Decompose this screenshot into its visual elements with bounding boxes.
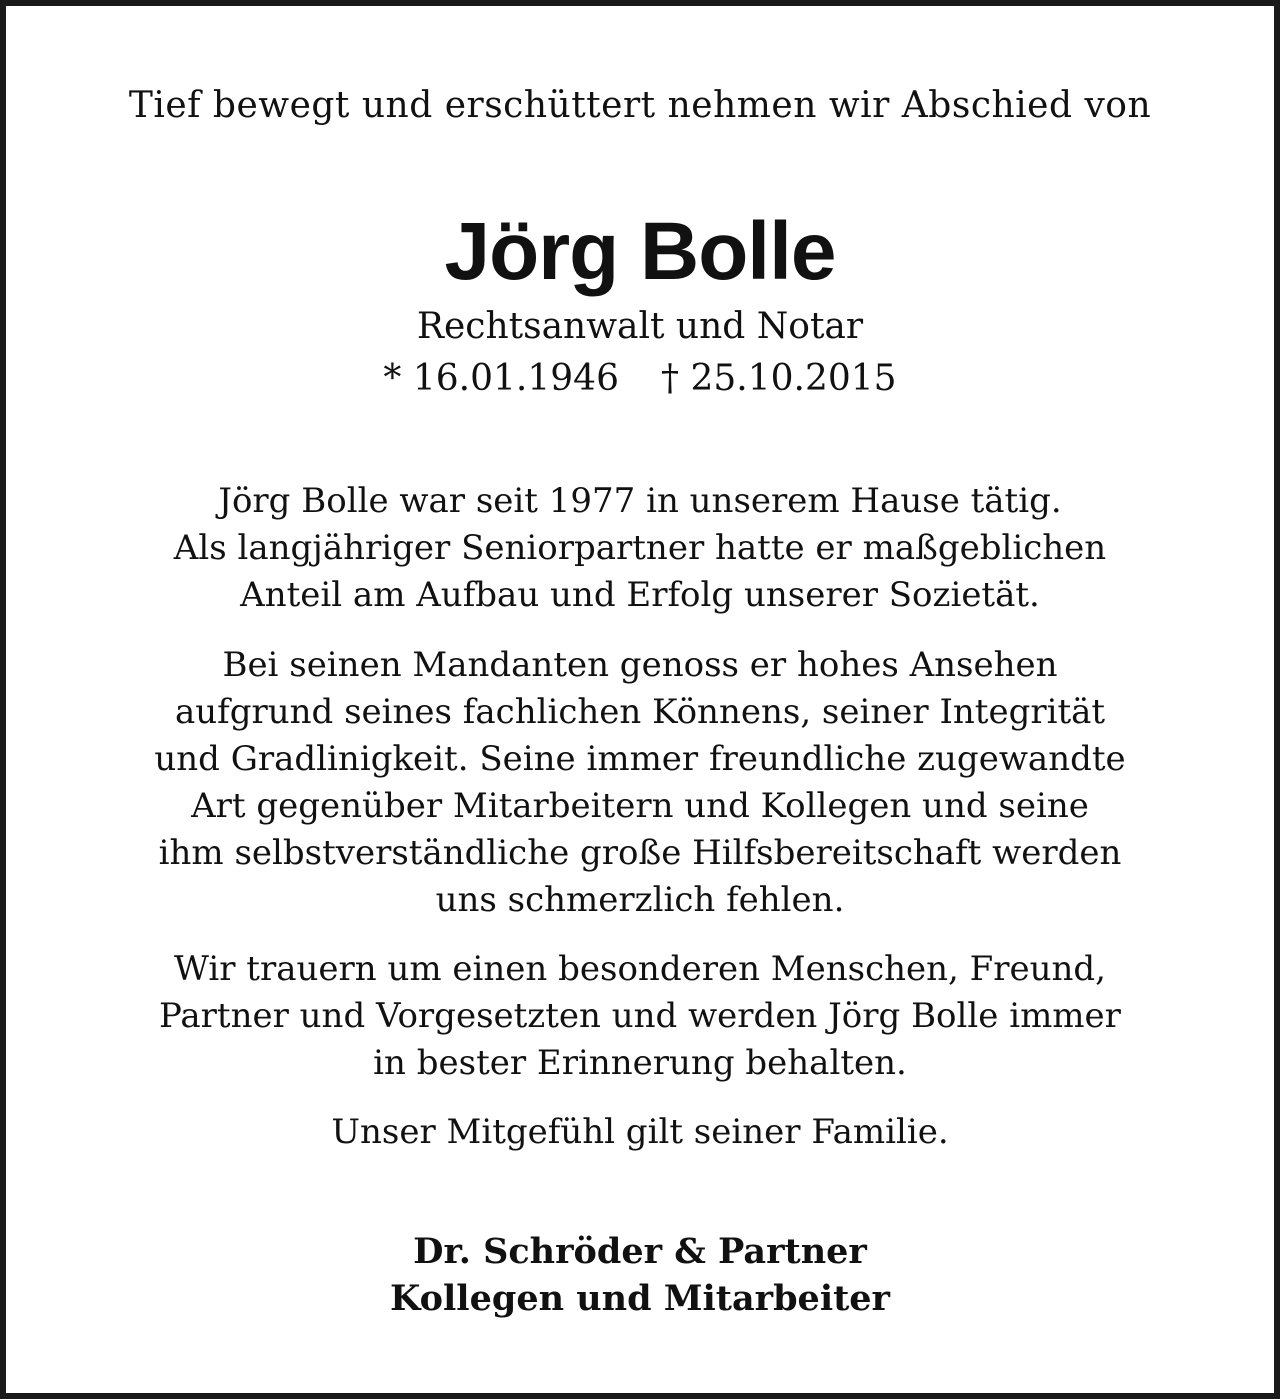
- paragraph-2-line: ihm selbstverständliche große Hilfsbereitschaft werden: [158, 833, 1122, 873]
- birth-date: * 16.01.1946: [383, 358, 619, 399]
- profession-line: Rechtsanwalt und Notar: [416, 306, 864, 347]
- paragraph-2-line: Art gegenüber Mitarbeitern und Kollegen und seine: [191, 786, 1089, 826]
- paragraph-1-line: Anteil am Aufbau und Erfolg unserer Sozietät.: [240, 575, 1040, 615]
- intro-line: Tief bewegt und erschüttert nehmen wir Abschied von: [128, 85, 1152, 126]
- paragraph-2-line: und Gradlinigkeit. Seine immer freundliche zugewandte: [154, 739, 1126, 779]
- signature-colleagues: Kollegen und Mitarbeiter: [389, 1278, 890, 1319]
- paragraph-2-line: uns schmerzlich fehlen.: [435, 880, 845, 920]
- paragraph-4-line: Unser Mitgefühl gilt seiner Familie.: [331, 1112, 949, 1152]
- death-date: † 25.10.2015: [661, 358, 897, 399]
- paragraph-3-line: Partner und Vorgesetzten und werden Jörg Bolle immer: [159, 996, 1121, 1036]
- paragraph-1-line: Jörg Bolle war seit 1977 in unserem Hause tätig.: [218, 481, 1062, 521]
- paragraph-2-line: Bei seinen Mandanten genoss er hohes Ansehen: [222, 645, 1058, 685]
- paragraph-3-line: Wir trauern um einen besonderen Menschen, Freund,: [174, 949, 1106, 989]
- life-dates: [6, 358, 1274, 399]
- paragraph-3-line: in bester Erinnerung behalten.: [373, 1043, 907, 1083]
- paragraph-1-line: Als langjähriger Seniorpartner hatte er maßgeblichen: [173, 528, 1107, 568]
- deceased-name: Jörg Bolle: [444, 206, 836, 297]
- signature-firm: Dr. Schröder & Partner: [413, 1231, 867, 1272]
- paragraph-2-line: aufgrund seines fachlichen Könnens, seiner Integrität: [174, 692, 1106, 732]
